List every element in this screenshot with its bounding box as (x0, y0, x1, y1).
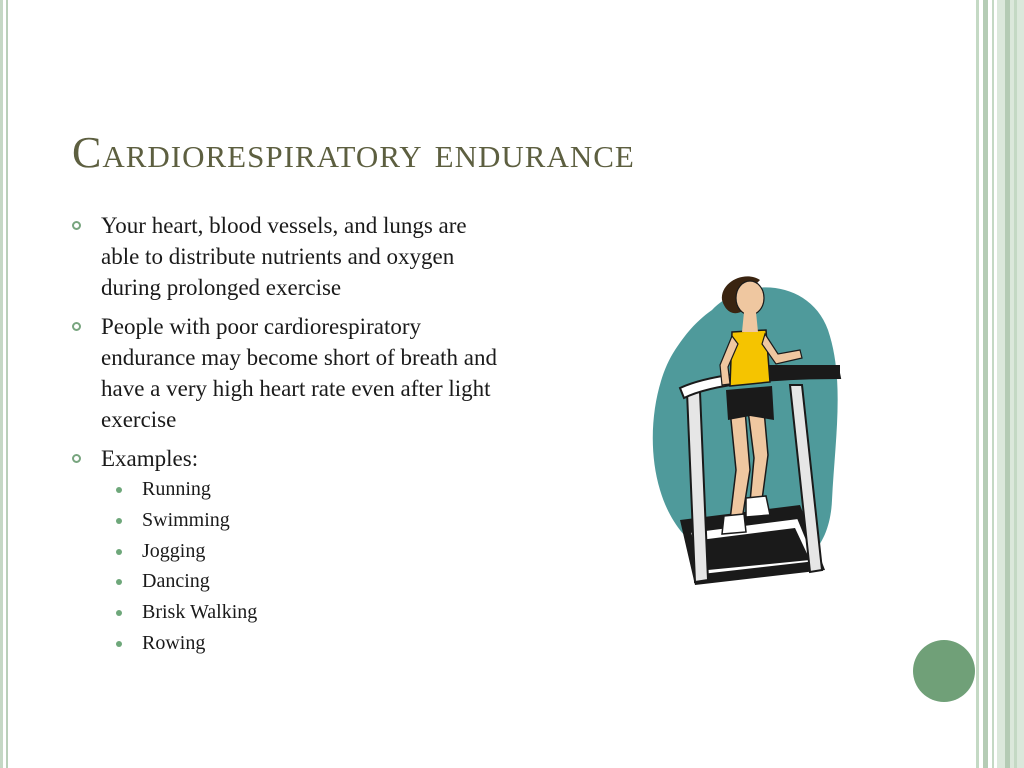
bullet-item (72, 210, 502, 303)
left-border-line (0, 0, 3, 768)
list-item (72, 597, 502, 628)
list-item (72, 628, 502, 659)
example-text: Rowing (142, 631, 206, 654)
bullet-dot-icon (116, 549, 122, 555)
bullet-circle-icon (72, 454, 81, 463)
right-frame-stripe (983, 0, 988, 768)
bullet-dot-icon (116, 518, 122, 524)
slide-title: Cardiorespiratory endurance (72, 128, 635, 177)
accent-circle (913, 640, 975, 702)
woman-on-treadmill-icon (650, 270, 845, 590)
bullet-circle-icon (72, 322, 81, 331)
bullet-dot-icon (116, 641, 122, 647)
right-frame-stripe (976, 0, 979, 768)
list-item (72, 474, 502, 505)
example-text: Dancing (142, 570, 210, 593)
slide-content (72, 210, 502, 659)
list-item (72, 566, 502, 597)
bullet-text: Your heart, blood vessels, and lungs are able to distribute nutrients and oxygen during prolonged exercise (101, 213, 467, 300)
example-text: Swimming (142, 508, 230, 531)
bullet-dot-icon (116, 610, 122, 616)
bullet-text: Examples: (101, 446, 199, 471)
bullet-dot-icon (116, 487, 122, 493)
bullet-dot-icon (116, 579, 122, 585)
right-frame-stripe (1014, 0, 1017, 768)
list-item (72, 536, 502, 567)
left-border-line (6, 0, 8, 768)
bullet-text: People with poor cardiorespiratory endurance may become short of breath and have a very high heart rate even after light exercise (101, 314, 497, 432)
right-frame-stripe (1005, 0, 1010, 768)
list-item (72, 505, 502, 536)
example-text: Running (142, 478, 211, 500)
right-frame-stripe (997, 0, 1024, 768)
bullet-item (72, 311, 502, 435)
right-frame-stripe (992, 0, 994, 768)
bullet-item (72, 443, 502, 474)
bullet-circle-icon (72, 221, 81, 230)
example-text: Jogging (142, 539, 206, 562)
example-text: Brisk Walking (142, 601, 258, 624)
examples-list (72, 474, 502, 659)
